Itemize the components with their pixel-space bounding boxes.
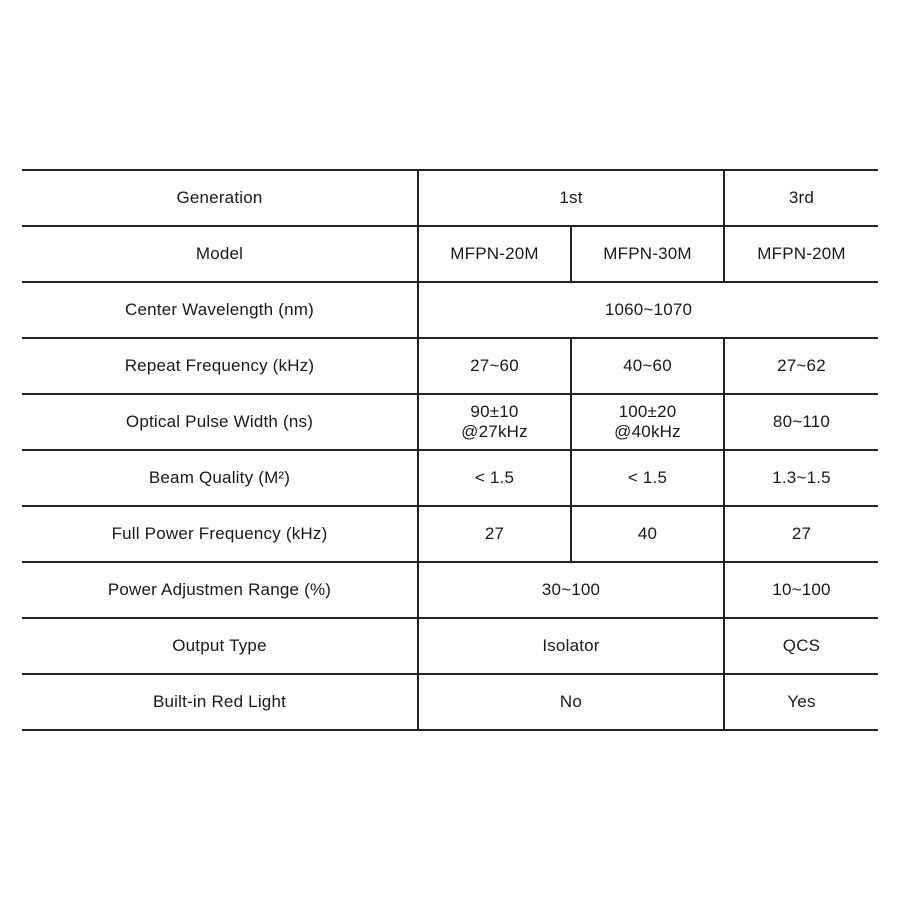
row-label: Built-in Red Light xyxy=(22,674,418,730)
table-cell: MFPN-20M xyxy=(418,226,571,282)
cell-line: 100±20 xyxy=(618,402,677,421)
row-label: Power Adjustmen Range (%) xyxy=(22,562,418,618)
table-cell: No xyxy=(418,674,724,730)
table-row xyxy=(22,562,878,618)
table-cell: MFPN-20M xyxy=(724,226,878,282)
table-cell: 1st xyxy=(418,170,724,226)
table-cell: 1060~1070 xyxy=(418,282,878,338)
table-row xyxy=(22,506,878,562)
table-row xyxy=(22,226,878,282)
row-label: Beam Quality (M²) xyxy=(22,450,418,506)
table-cell: 40~60 xyxy=(571,338,724,394)
row-label: Optical Pulse Width (ns) xyxy=(22,394,418,450)
table-cell: 1.3~1.5 xyxy=(724,450,878,506)
table-cell: 80~110 xyxy=(724,394,878,450)
table-row xyxy=(22,618,878,674)
table-cell: Isolator xyxy=(418,618,724,674)
table-row xyxy=(22,282,878,338)
table-cell: < 1.5 xyxy=(571,450,724,506)
table-row xyxy=(22,394,878,450)
cell-line: 90±10 xyxy=(470,402,519,421)
table-cell: 27~60 xyxy=(418,338,571,394)
row-label: Full Power Frequency (kHz) xyxy=(22,506,418,562)
table-row xyxy=(22,338,878,394)
spec-table-body xyxy=(22,170,878,730)
cell-line: @40kHz xyxy=(614,422,681,441)
table-row xyxy=(22,170,878,226)
cell-line: @27kHz xyxy=(461,422,528,441)
row-label: Output Type xyxy=(22,618,418,674)
table-cell: QCS xyxy=(724,618,878,674)
table-row xyxy=(22,674,878,730)
table-cell: 40 xyxy=(571,506,724,562)
table-cell: 10~100 xyxy=(724,562,878,618)
row-label: Center Wavelength (nm) xyxy=(22,282,418,338)
table-cell xyxy=(571,394,724,450)
table-cell: Yes xyxy=(724,674,878,730)
table-cell: 30~100 xyxy=(418,562,724,618)
row-label: Repeat Frequency (kHz) xyxy=(22,338,418,394)
row-label: Model xyxy=(22,226,418,282)
table-row xyxy=(22,450,878,506)
table-cell: 27 xyxy=(724,506,878,562)
table-cell: 3rd xyxy=(724,170,878,226)
spec-table xyxy=(22,169,878,731)
table-cell: MFPN-30M xyxy=(571,226,724,282)
table-cell: < 1.5 xyxy=(418,450,571,506)
table-cell xyxy=(418,394,571,450)
table-cell: 27 xyxy=(418,506,571,562)
table-cell: 27~62 xyxy=(724,338,878,394)
row-label: Generation xyxy=(22,170,418,226)
